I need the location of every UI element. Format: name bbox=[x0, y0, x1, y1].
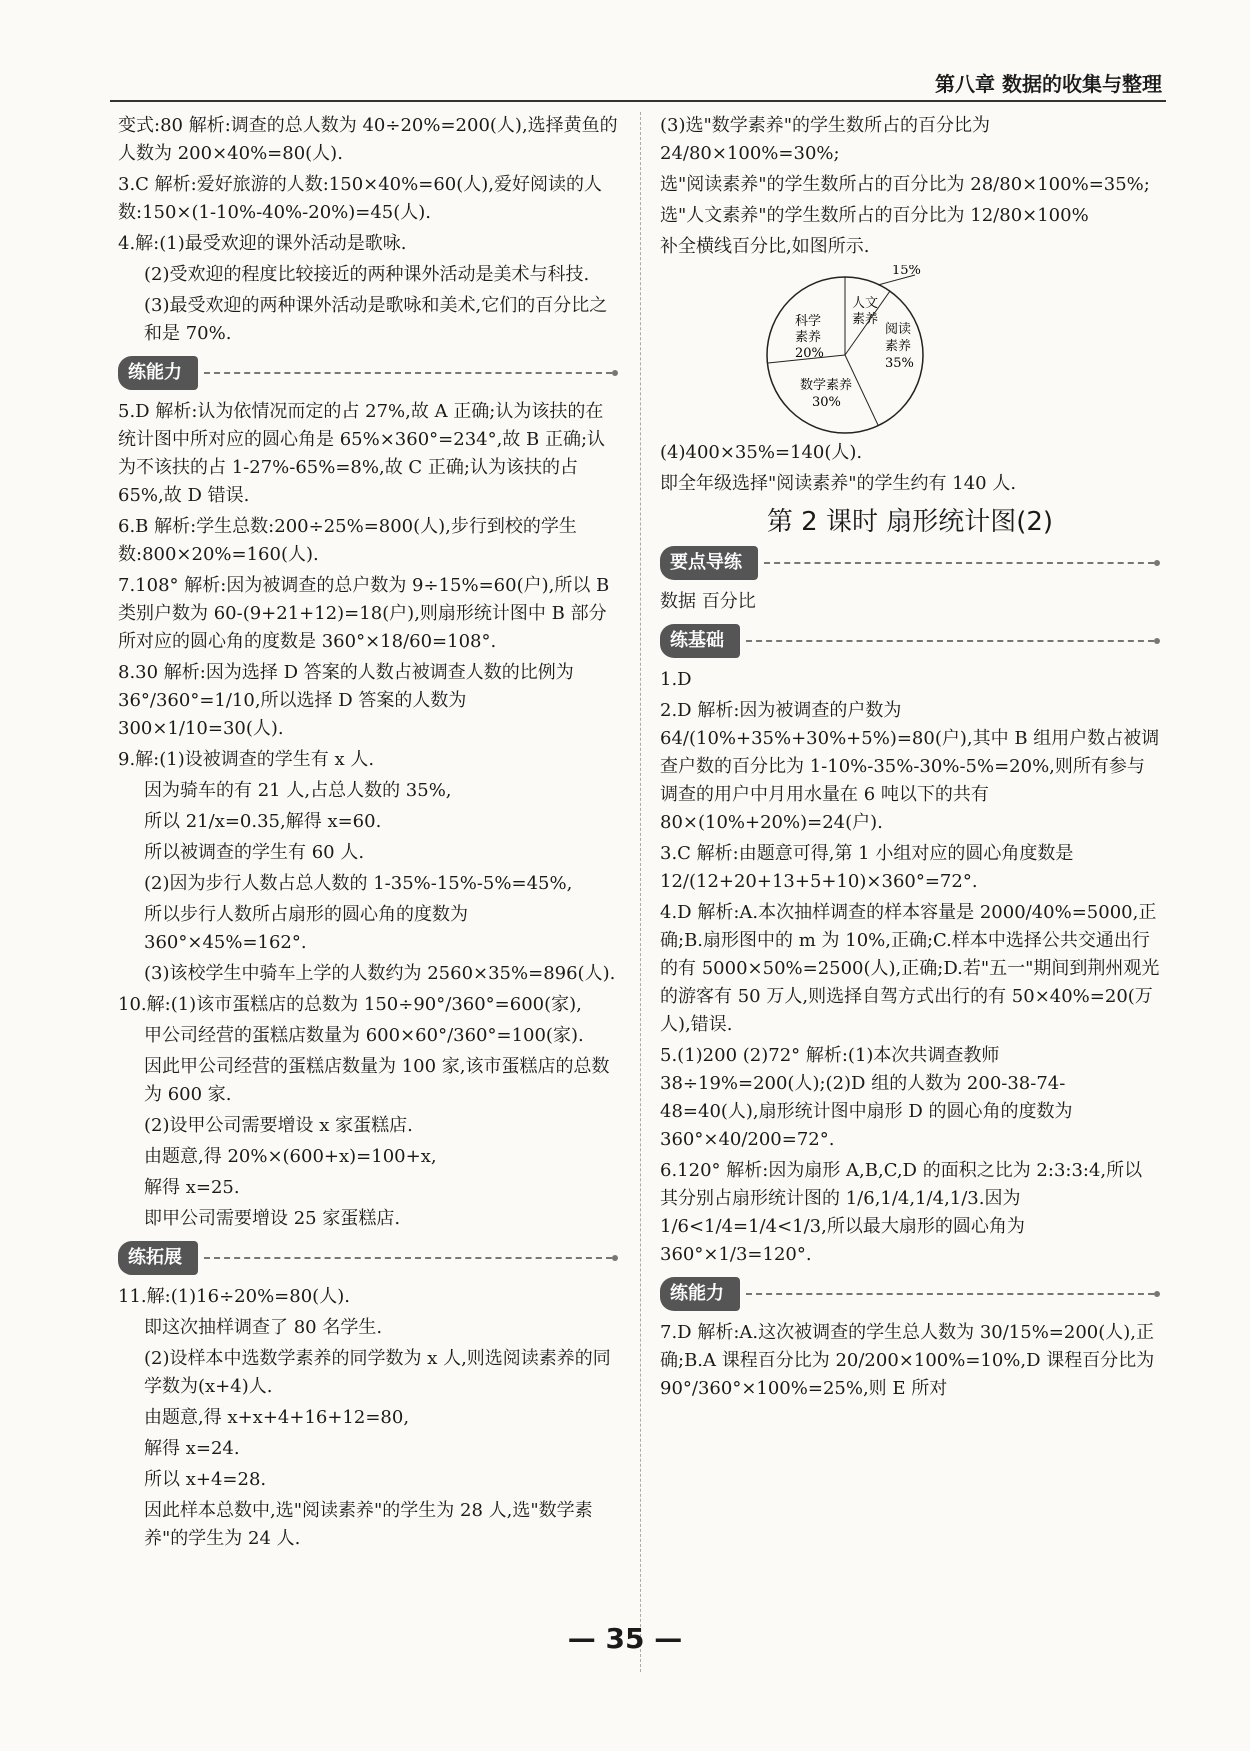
answer-r7: 7.D 解析:A.这次被调查的学生总人数为 30/15%=200(人),正确;B.A 课程百分比为 20/200×100%=10%,D 课程百分比为 90°/360°×100%=25%,则 E 所对 bbox=[660, 1322, 1155, 1399]
answer-r6: 6.120° 解析:因为扇形 A,B,C,D 的面积之比为 2:3:3:4,所以其分别占扇形统计图的 1/6,1/4,1/4,1/3.因为 1/6<1/4=1/4<1/3,所以最大扇形的圆心角为 360°×1/3=120°. bbox=[660, 1160, 1143, 1265]
page-number-value: 35 bbox=[605, 1622, 645, 1655]
left-column bbox=[118, 112, 618, 1556]
section-banner-extend bbox=[118, 1241, 618, 1275]
column-divider bbox=[640, 112, 641, 1672]
page-header: 第八章 数据的收集与整理 bbox=[935, 72, 1162, 96]
banner-line bbox=[746, 1293, 1154, 1295]
answer-11-13: 即全年级选择"阅读素养"的学生约有 140 人. bbox=[660, 473, 1017, 494]
section-banner-ability-2 bbox=[660, 1277, 1160, 1311]
right-column bbox=[660, 112, 1160, 1406]
pie-figure bbox=[750, 265, 950, 435]
answer-6: 6.B 解析:学生总数:200÷25%=800(人),步行到校的学生数:800×20%=160(人). bbox=[118, 516, 577, 565]
banner-label: 练基础 bbox=[660, 624, 740, 658]
key-points-answer: 数据 百分比 bbox=[660, 591, 756, 612]
answer-11-5: 解得 x=24. bbox=[144, 1438, 240, 1459]
pie-label-science: 科学 bbox=[795, 314, 822, 329]
banner-label: 要点导练 bbox=[660, 546, 758, 580]
pie-label-humanities-2: 素养 bbox=[852, 312, 879, 327]
banner-line bbox=[204, 1257, 612, 1259]
pie-label-science-2: 素养 bbox=[795, 330, 822, 345]
answer-4-3: (3)最受欢迎的两种课外活动是歌咏和美术,它们的百分比之和是 70%. bbox=[144, 295, 608, 344]
answer-11-8: (3)选"数学素养"的学生数所占的百分比为 24/80×100%=30%; bbox=[660, 115, 991, 164]
answer-11-12: (4)400×35%=140(人). bbox=[660, 442, 863, 463]
answer-9-3: 所以 21/x=0.35,解得 x=60. bbox=[144, 811, 382, 832]
answer-10-2: 甲公司经营的蛋糕店数量为 600×60°/360°=100(家). bbox=[144, 1025, 584, 1046]
pie-label-reading-pct: 35% bbox=[885, 356, 914, 371]
answer-9-6: 所以步行人数所占扇形的圆心角的度数为 360°×45%=162°. bbox=[144, 904, 468, 953]
answer-9-7: (3)该校学生中骑车上学的人数约为 2560×35%=896(人). bbox=[144, 963, 616, 984]
answer-11-6: 所以 x+4=28. bbox=[144, 1469, 267, 1490]
pie-chart bbox=[750, 265, 950, 435]
answer-10-3: 因此甲公司经营的蛋糕店数量为 100 家,该市蛋糕店的总数为 600 家. bbox=[144, 1056, 610, 1105]
banner-line bbox=[204, 372, 612, 374]
banner-dot bbox=[1154, 638, 1160, 644]
answer-11-10: 选"人文素养"的学生数所占的百分比为 12/80×100% bbox=[660, 205, 1089, 226]
answer-9-2: 因为骑车的有 21 人,占总人数的 35%, bbox=[144, 780, 452, 801]
answer-9-1: 9.解:(1)设被调查的学生有 x 人. bbox=[118, 749, 375, 770]
answer-11-3: (2)设样本中选数学素养的同学数为 x 人,则选阅读素养的同学数为(x+4)人. bbox=[144, 1348, 611, 1397]
answer-r5: 5.(1)200 (2)72° 解析:(1)本次共调查教师 38÷19%=200(人);(2)D 组的人数为 200-38-74-48=40(人),扇形统计图中扇形 D 的圆心角的度数为 360°×40/200=72°. bbox=[660, 1045, 1073, 1150]
banner-line bbox=[764, 562, 1154, 564]
pie-label-reading: 阅读 bbox=[885, 322, 912, 337]
section-banner-ability bbox=[118, 356, 618, 390]
answer-7: 7.108° 解析:因为被调查的总户数为 9÷15%=60(户),所以 B 类别户数为 60-(9+21+12)=18(户),则扇形统计图中 B 部分所对应的圆心角的度数是 360°×18/60=108°. bbox=[118, 575, 610, 652]
answer-5: 5.D 解析:认为依情况而定的占 27%,故 A 正确;认为该扶的在统计图中所对应的圆心角是 65%×360°=234°,故 B 正确;认为不该扶的占 1-27%-65%=8%,故 C 正确;认为该扶的占 65%,故 D 错误. bbox=[118, 401, 606, 506]
answer-4-1: 4.解:(1)最受欢迎的课外活动是歌咏. bbox=[118, 233, 407, 254]
answer-11-11: 补全横线百分比,如图所示. bbox=[660, 236, 870, 257]
pie-label-15: 15% bbox=[892, 265, 921, 278]
page-number: — 35 — bbox=[567, 1622, 683, 1655]
answer-11-9: 选"阅读素养"的学生数所占的百分比为 28/80×100%=35%; bbox=[660, 174, 1150, 195]
pie-label-humanities: 人文 bbox=[852, 296, 879, 311]
pie-label-math-pct: 30% bbox=[812, 395, 841, 410]
answer-10-1: 10.解:(1)该市蛋糕店的总数为 150÷90°/360°=600(家), bbox=[118, 994, 582, 1015]
answer-r1: 1.D bbox=[660, 669, 692, 690]
answer-3: 3.C 解析:爱好旅游的人数:150×40%=60(人),爱好阅读的人数:150×(1-10%-40%-20%)=45(人). bbox=[118, 174, 602, 223]
pie-label-math: 数学素养 bbox=[800, 378, 853, 393]
section-banner-basics bbox=[660, 624, 1160, 658]
banner-label: 练能力 bbox=[660, 1277, 740, 1311]
answer-9-5: (2)因为步行人数占总人数的 1-35%-15%-5%=45%, bbox=[144, 873, 573, 894]
banner-label: 练能力 bbox=[118, 356, 198, 390]
pie-label-science-pct: 20% bbox=[795, 346, 824, 361]
pie-label-reading-2: 素养 bbox=[885, 339, 912, 354]
section-banner-key-points bbox=[660, 546, 1160, 580]
answer-10-5: 由题意,得 20%×(600+x)=100+x, bbox=[144, 1146, 437, 1167]
banner-dot bbox=[612, 1255, 618, 1261]
answer-r4: 4.D 解析:A.本次抽样调查的样本容量是 2000/40%=5000,正确;B.扇形图中的 m 为 10%,正确;C.样本中选择公共交通出行的有 5000×50%=2500(人),正确;D.若"五一"期间到荆州观光的游客有 50 万人,则选择自驾方式出行的有 50×40%=20(万人),错误. bbox=[660, 902, 1160, 1035]
banner-dot bbox=[1154, 1291, 1160, 1297]
answer-r2: 2.D 解析:因为被调查的户数为 64/(10%+35%+30%+5%)=80(户),其中 B 组用户数占被调查户数的百分比为 1-10%-35%-30%-5%=20%,则所有参与调查的用户中月用水量在 6 吨以下的共有 80×(10%+20%)=24(户). bbox=[660, 700, 1160, 833]
answer-11-7: 因此样本总数中,选"阅读素养"的学生为 28 人,选"数学素养"的学生为 24 人. bbox=[144, 1500, 593, 1549]
answer-4-2: (2)受欢迎的程度比较接近的两种课外活动是美术与科技. bbox=[144, 264, 590, 285]
answer-10-6: 解得 x=25. bbox=[144, 1177, 240, 1198]
banner-line bbox=[746, 640, 1154, 642]
answer-10-7: 即甲公司需要增设 25 家蛋糕店. bbox=[144, 1208, 401, 1229]
banner-dot bbox=[612, 370, 618, 376]
answer-variant: 变式:80 解析:调查的总人数为 40÷20%=200(人),选择黄鱼的人数为 200×40%=80(人). bbox=[118, 115, 618, 164]
lesson-title: 第 2 课时 扇形统计图(2) bbox=[766, 507, 1054, 537]
answer-8: 8.30 解析:因为选择 D 答案的人数占被调查人数的比例为 36°/360°=1/10,所以选择 D 答案的人数为 300×1/10=30(人). bbox=[118, 662, 574, 739]
banner-dot bbox=[1154, 560, 1160, 566]
answer-10-4: (2)设甲公司需要增设 x 家蛋糕店. bbox=[144, 1115, 413, 1136]
answer-11-2: 即这次抽样调查了 80 名学生. bbox=[144, 1317, 383, 1338]
header-rule bbox=[110, 100, 1166, 102]
answer-11-4: 由题意,得 x+x+4+16+12=80, bbox=[144, 1407, 410, 1428]
banner-label: 练拓展 bbox=[118, 1241, 198, 1275]
answer-r3: 3.C 解析:由题意可得,第 1 小组对应的圆心角度数是 12/(12+20+13+5+10)×360°=72°. bbox=[660, 843, 1074, 892]
answer-9-4: 所以被调查的学生有 60 人. bbox=[144, 842, 365, 863]
answer-11-1: 11.解:(1)16÷20%=80(人). bbox=[118, 1286, 350, 1307]
